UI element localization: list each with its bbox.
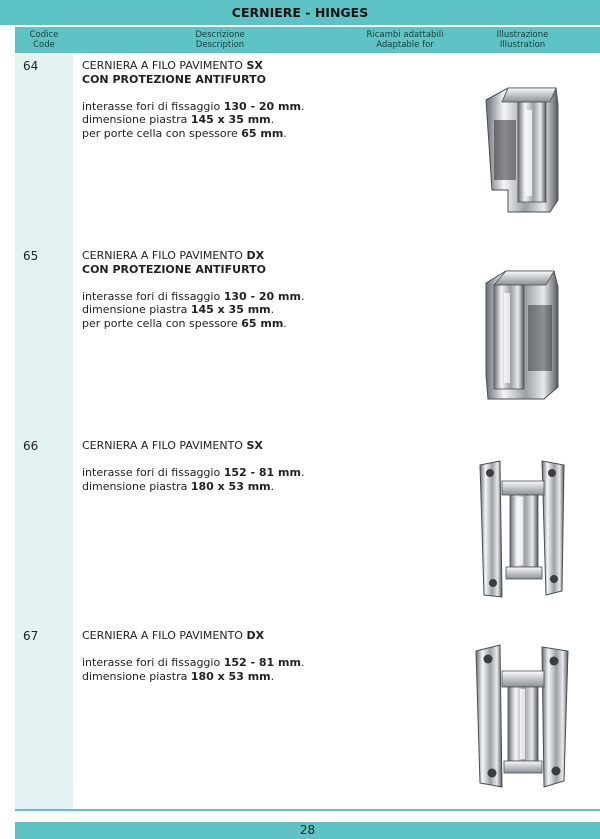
content-bottom-rule: [15, 809, 600, 811]
code-column-background: [15, 55, 73, 809]
product-title: CERNIERA A FILO PAVIMENTO SX: [82, 439, 263, 452]
column-header-illustration: Illustrazione Illustration: [496, 30, 549, 50]
product-code: 65: [23, 249, 39, 263]
hinge-illustration: [478, 80, 568, 215]
product-code: 67: [23, 629, 39, 643]
column-header-adaptable: Ricambi adattabili Adaptable for: [366, 30, 444, 50]
page-title: CERNIERE - HINGES: [0, 0, 600, 25]
hinge-illustration: [476, 457, 571, 599]
spec-line: interasse fori di fissaggio 130 - 20 mm.: [82, 99, 305, 113]
spec-line: per porte cella con spessore 65 mm.: [82, 126, 287, 140]
column-header-code: Codice Code: [29, 30, 59, 50]
spec-line: dimensione piastra 145 x 35 mm.: [82, 303, 275, 316]
column-header-description: Descrizione Description: [195, 30, 245, 50]
spec-line: interasse fori di fissaggio 152 - 81 mm.: [82, 466, 305, 479]
hinge-illustration: [470, 641, 574, 791]
product-subtitle: CON PROTEZIONE ANTIFURTO: [82, 262, 266, 276]
product-code: 66: [23, 439, 39, 453]
spec-line: interasse fori di fissaggio 130 - 20 mm.: [82, 289, 305, 303]
page-number: 28: [15, 822, 600, 839]
spec-line: dimensione piastra 180 x 53 mm.: [82, 669, 275, 683]
product-code: 64: [23, 59, 39, 73]
product-description: [82, 629, 412, 683]
product-subtitle: CON PROTEZIONE ANTIFURTO: [82, 72, 266, 86]
hinge-illustration: [480, 265, 565, 405]
product-title: CERNIERA A FILO PAVIMENTO SX: [82, 59, 263, 72]
spec-line: interasse fori di fissaggio 152 - 81 mm.: [82, 656, 305, 669]
product-title: CERNIERA A FILO PAVIMENTO DX: [82, 249, 265, 262]
product-description: [82, 249, 412, 330]
spec-line: per porte cella con spessore 65 mm.: [82, 316, 287, 330]
product-title: CERNIERA A FILO PAVIMENTO DX: [82, 629, 265, 642]
spec-line: dimensione piastra 145 x 35 mm.: [82, 113, 275, 126]
product-description: [82, 439, 412, 493]
column-header-row: [15, 27, 600, 53]
spec-line: dimensione piastra 180 x 53 mm.: [82, 479, 275, 493]
product-description: [82, 59, 412, 140]
